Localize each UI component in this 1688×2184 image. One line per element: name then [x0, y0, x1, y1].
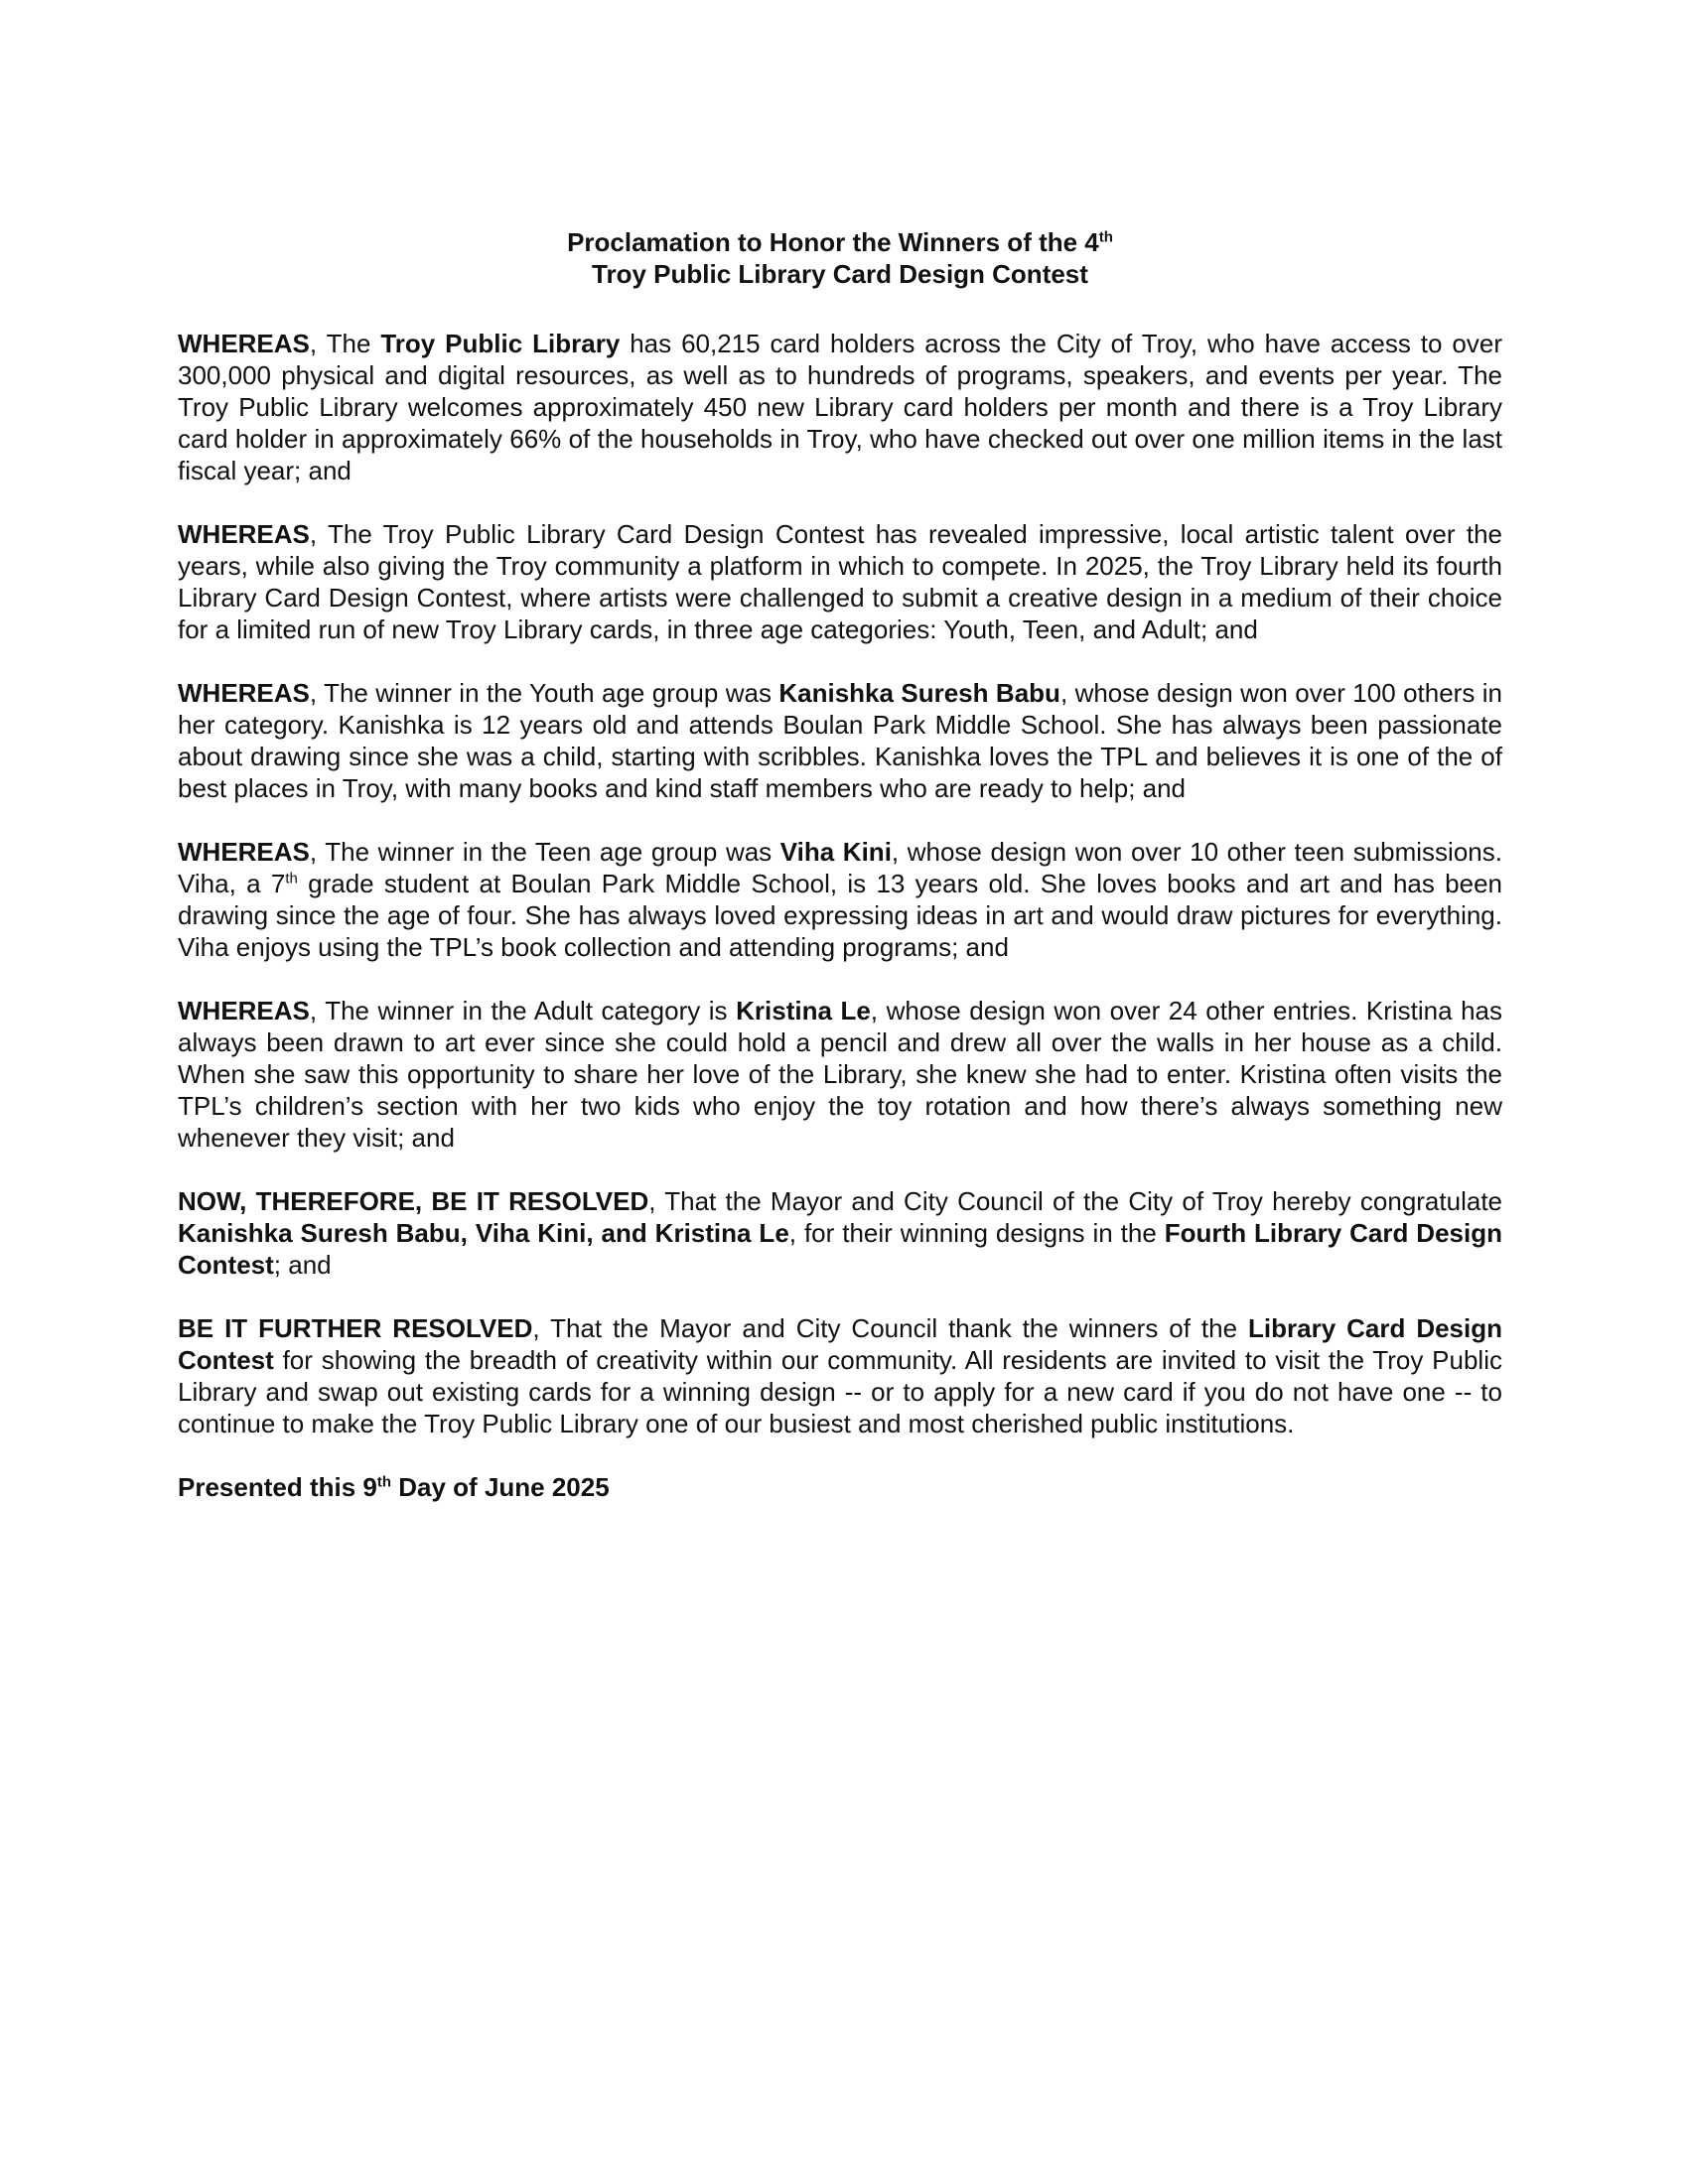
resolved-paragraph	[178, 1185, 1502, 1281]
contest-name: Fourth Library Card Design Contest	[178, 1218, 1502, 1280]
presented-text: Day of June 2025	[391, 1472, 610, 1502]
whereas-keyword: WHEREAS	[178, 678, 310, 708]
whereas-keyword: WHEREAS	[178, 837, 310, 867]
grade-ordinal-suffix: th	[285, 870, 298, 887]
paragraph-text: , The Troy Public Library Card Design Contest has revealed impressive, local artistic talent over the years, while also giving the Troy community a platform in which to compete. In 2025, the Troy Library held its fourth Library Card Design Contest, where artists were challenged to submit a creative design in a medium of their choice for a limited run of new Troy Library cards, in three age categories: Youth, Teen, and Adult; and	[178, 519, 1502, 644]
presented-text: Presented this 9	[178, 1472, 377, 1502]
winner-names: Kanishka Suresh Babu, Viha Kini, and Kristina Le	[178, 1218, 789, 1248]
whereas-keyword: WHEREAS	[178, 996, 310, 1025]
contest-name: Library Card Design Contest	[178, 1313, 1503, 1375]
title-line-1	[178, 226, 1502, 258]
document-title	[178, 226, 1502, 290]
paragraph-text: has 60,215 card holders across the City of Troy, who have access to over 300,000 physical and digital resources, as well as to hundreds of programs, speakers, and events per year. The Troy Public Library welcomes approximately 450 new Library card holders per month and there is a Troy Library card holder in approximately 66% of the households in Troy, who have checked out over one million items in the last fiscal year; and	[178, 329, 1502, 485]
whereas-keyword: WHEREAS	[178, 329, 310, 358]
paragraph-text: , whose design won over 100 others in her category. Kanishka is 12 years old and attends Boulan Park Middle School. She has always been passionate about drawing since she was a child, starting with scribbles. Kanishka loves the TPL and believes it is one of the of best places in Troy, with many books and kind staff members who are ready to help; and	[178, 678, 1502, 803]
title-ordinal-suffix: th	[1098, 228, 1113, 246]
paragraph-text: , The winner in the Youth age group was	[309, 678, 779, 708]
adult-winner-name: Kristina Le	[736, 996, 871, 1025]
whereas-paragraph-contest	[178, 518, 1502, 645]
title-line-2: Troy Public Library Card Design Contest	[592, 259, 1088, 289]
paragraph-text: , for their winning designs in the	[788, 1218, 1165, 1248]
paragraph-text: , That the Mayor and City Council thank the winners of the	[532, 1313, 1249, 1343]
paragraph-text: ; and	[273, 1250, 332, 1280]
resolved-keyword: NOW, THEREFORE, BE IT RESOLVED	[178, 1186, 649, 1216]
whereas-paragraph-library-stats	[178, 328, 1502, 486]
further-resolved-paragraph	[178, 1312, 1502, 1439]
teen-winner-name: Viha Kini	[779, 837, 892, 867]
further-resolved-keyword: BE IT FURTHER RESOLVED	[178, 1313, 533, 1343]
whereas-paragraph-teen-winner	[178, 836, 1502, 963]
paragraph-text: , The	[309, 329, 381, 358]
paragraph-text: , whose design won over 24 other entries. Kristina has always been drawn to art ever since she could hold a pencil and drew all over the walls in her house as a child. When she saw this opportunity to share her love of the Library, she knew she had to enter. Kristina often visits the TPL’s children’s section with her two kids who enjoy the toy rotation and how there’s always something new whenever they visit; and	[178, 996, 1503, 1153]
paragraph-text: , The winner in the Adult category is	[309, 996, 737, 1025]
whereas-keyword: WHEREAS	[178, 519, 310, 549]
paragraph-text: grade student at Boulan Park Middle School, is 13 years old. She loves books and art and has been drawing since the age of four. She has always loved expressing ideas in art and would draw pictures for everything. Viha enjoys using the TPL’s book collection and attending programs; and	[178, 869, 1502, 962]
whereas-paragraph-adult-winner	[178, 995, 1502, 1154]
paragraph-text: , whose design won over 10 other teen submissions. Viha, a 7	[178, 837, 1502, 898]
library-name: Troy Public Library	[380, 329, 621, 358]
paragraph-text: , That the Mayor and City Council of the City of Troy hereby congratulate	[648, 1186, 1503, 1216]
whereas-paragraph-youth-winner	[178, 677, 1502, 804]
proclamation-page	[178, 226, 1502, 1503]
title-line-1-text: Proclamation to Honor the Winners of the 4	[567, 227, 1099, 257]
paragraph-text: for showing the breadth of creativity within our community. All residents are invited to visit the Troy Public Library and swap out existing cards for a winning design -- or to apply for a new card if you do not have one -- to continue to make the Troy Public Library one of our busiest and most cherished public institutions.	[178, 1345, 1502, 1438]
day-ordinal-suffix: th	[376, 1473, 392, 1491]
paragraph-text: , The winner in the Teen age group was	[309, 837, 780, 867]
youth-winner-name: Kanishka Suresh Babu	[778, 678, 1060, 708]
presented-date-line	[178, 1471, 1502, 1503]
